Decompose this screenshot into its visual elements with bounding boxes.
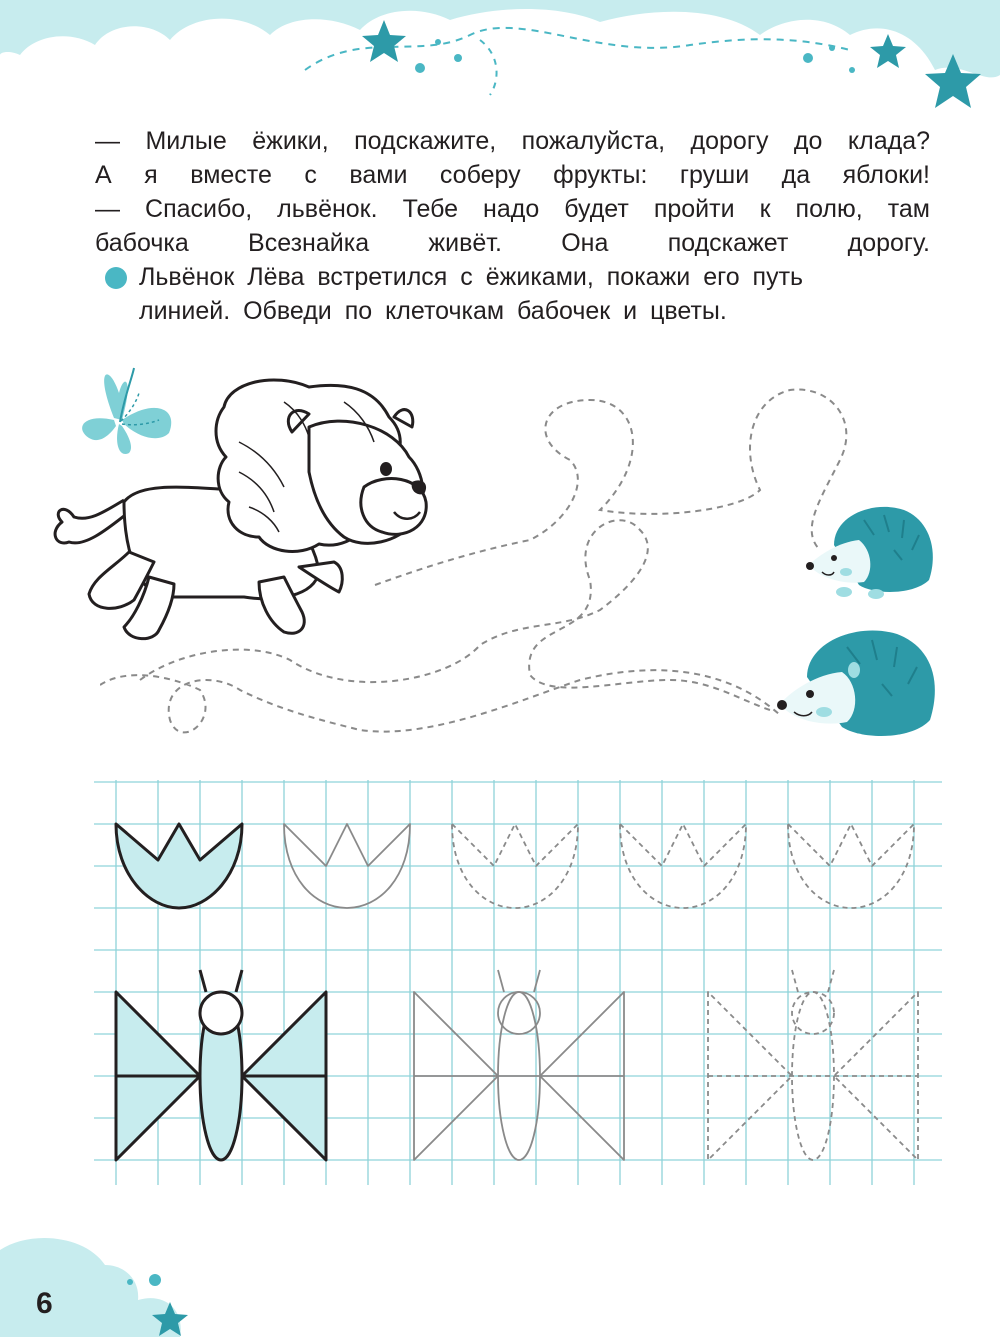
flower-sample [116,824,242,908]
star-icon [870,34,906,68]
dialogue-line-4: бабочка Всезнайка живёт. Она подскажет дорогу. [95,229,930,257]
tracing-grid [94,780,942,1185]
top-cloud-decoration [0,0,1000,130]
butterfly-sample [116,970,326,1160]
dialogue-line-1: — Милые ёжики, подскажите, пожалуйста, дорогу до клада? [95,127,930,155]
butterfly-trace [414,970,624,1160]
butterfly-trace [708,970,918,1160]
hedgehog-icon [772,622,942,750]
task-line-1: Львёнок Лёва встретился с ёжиками, покажи его путь [139,263,804,291]
hedgehog-icon [804,500,939,605]
page-number: 6 [36,1287,53,1320]
task-line-2: линией. Обведи по клеточкам бабочек и цветы. [139,297,727,325]
star-icon [362,20,406,62]
story-text [95,124,930,328]
path-maze [100,380,860,760]
dialogue-line-2: А я вместе с вами соберу фрукты: груши да яблоки! [95,161,930,189]
bullet-icon [105,267,127,289]
dialogue-line-3: — Спасибо, львёнок. Тебе надо будет пройти к полю, там [95,195,930,223]
task-instruction [95,260,930,328]
